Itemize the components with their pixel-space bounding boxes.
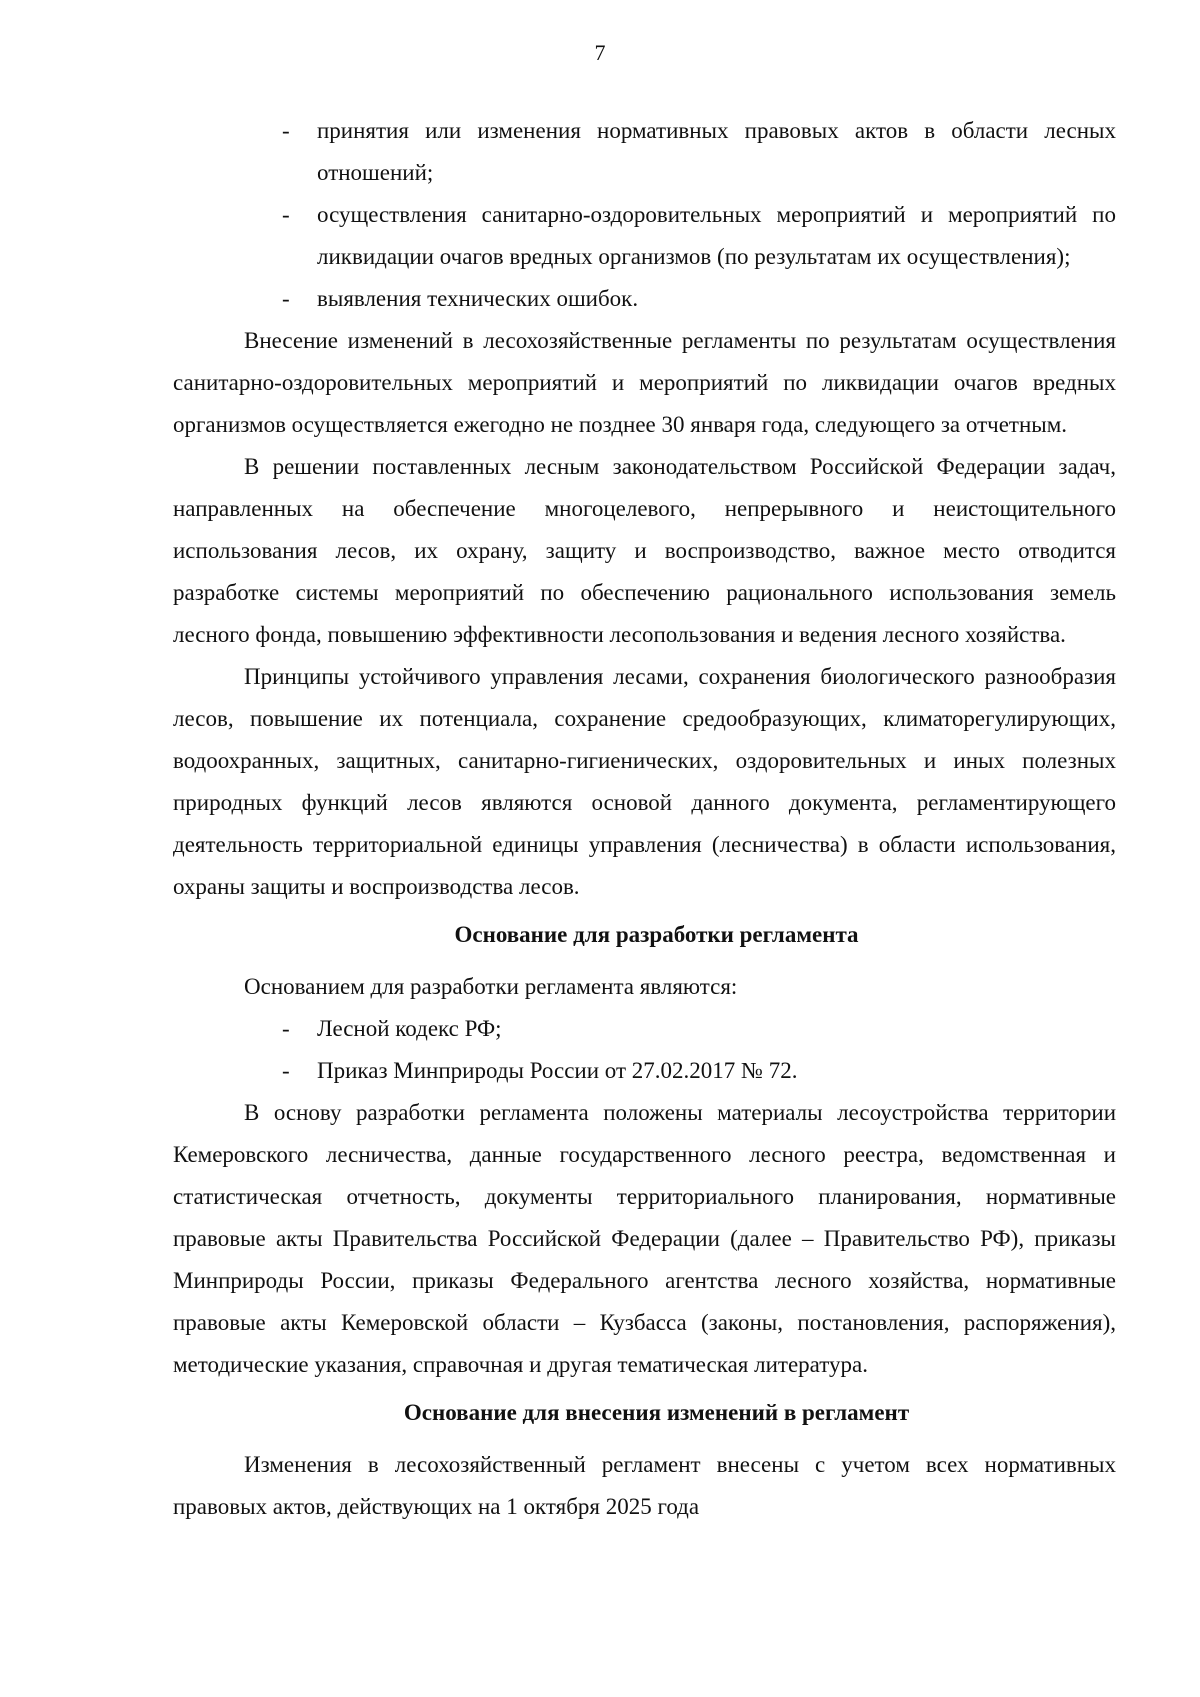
intro-bullet-list: [173, 110, 1116, 320]
list-item: [173, 194, 1116, 278]
basis-bullet-list: [173, 1008, 1116, 1092]
page-content: [173, 110, 1116, 1528]
list-item: [173, 1050, 1116, 1092]
section-heading-changes: Основание для внесения изменений в регламент: [403, 1400, 910, 1425]
bullet-dash: -: [282, 1016, 290, 1041]
bullet-dash: -: [282, 118, 290, 143]
bullet-text: осуществления санитарно-оздоровительных мероприятий и мероприятий по ликвидации очагов вредных организмов (по результатам их осуществления);: [317, 202, 1116, 269]
section-heading-block: [173, 908, 1116, 966]
list-item: [173, 278, 1116, 320]
section-heading-basis: Основание для разработки регламента: [454, 922, 859, 947]
paragraph-amendments-schedule: Внесение изменений в лесохозяйственные регламенты по результатам осуществления санитарно-оздоровительных мероприятий и мероприятий по ликвидации очагов вредных организмов осуществляется ежегодно не позднее 30 января года, следующего за отчетным.: [173, 328, 1116, 437]
bullet-dash: -: [282, 202, 290, 227]
page-number: 7: [594, 40, 606, 65]
section-heading-block: [173, 1386, 1116, 1444]
bullet-text: выявления технических ошибок.: [317, 286, 639, 311]
paragraph-forest-tasks: В решении поставленных лесным законодательством Российской Федерации задач, направленных на обеспечение многоцелевого, непрерывного и неистощительного использования лесов, их охрану, защиту и воспроизводство, важное место отводится разработке системы мероприятий по обеспечению рационального использования земель лесного фонда, повышению эффективности лесопользования и ведения лесного хозяйства.: [173, 454, 1116, 647]
paragraph-changes-date: Изменения в лесохозяйственный регламент внесены с учетом всех нормативных правовых актов, действующих на 1 октября 2025 года: [173, 1452, 1116, 1519]
bullet-text: Лесной кодекс РФ;: [317, 1016, 502, 1041]
bullet-dash: -: [282, 286, 290, 311]
section-lead-text: Основанием для разработки регламента являются:: [244, 974, 738, 999]
list-item: [173, 1008, 1116, 1050]
bullet-text: принятия или изменения нормативных правовых актов в области лесных отношений;: [317, 118, 1116, 185]
bullet-text: Приказ Минприроды России от 27.02.2017 № 72.: [317, 1058, 798, 1083]
bullet-dash: -: [282, 1058, 290, 1083]
paragraph-principles: Принципы устойчивого управления лесами, сохранения биологического разнообразия лесов, повышение их потенциала, сохранение средообразующих, климаторегулирующих, водоохранных, защитных, санитарно-гигиенических, оздоровительных и иных полезных природных функций лесов являются основой данного документа, регламентирующего деятельность территориальной единицы управления (лесничества) в области использования, охраны защиты и воспроизводства лесов.: [173, 664, 1116, 899]
paragraph-materials-basis: В основу разработки регламента положены материалы лесоустройства территории Кемеровского лесничества, данные государственного лесного реестра, ведомственная и статистическая отчетность, документы территориального планирования, нормативные правовые акты Правительства Российской Федерации (далее – Правительство РФ), приказы Минприроды России, приказы Федерального агентства лесного хозяйства, нормативные правовые акты Кемеровской области – Кузбасса (законы, постановления, распоряжения), методические указания, справочная и другая тематическая литература.: [173, 1100, 1116, 1377]
list-item: [173, 110, 1116, 194]
